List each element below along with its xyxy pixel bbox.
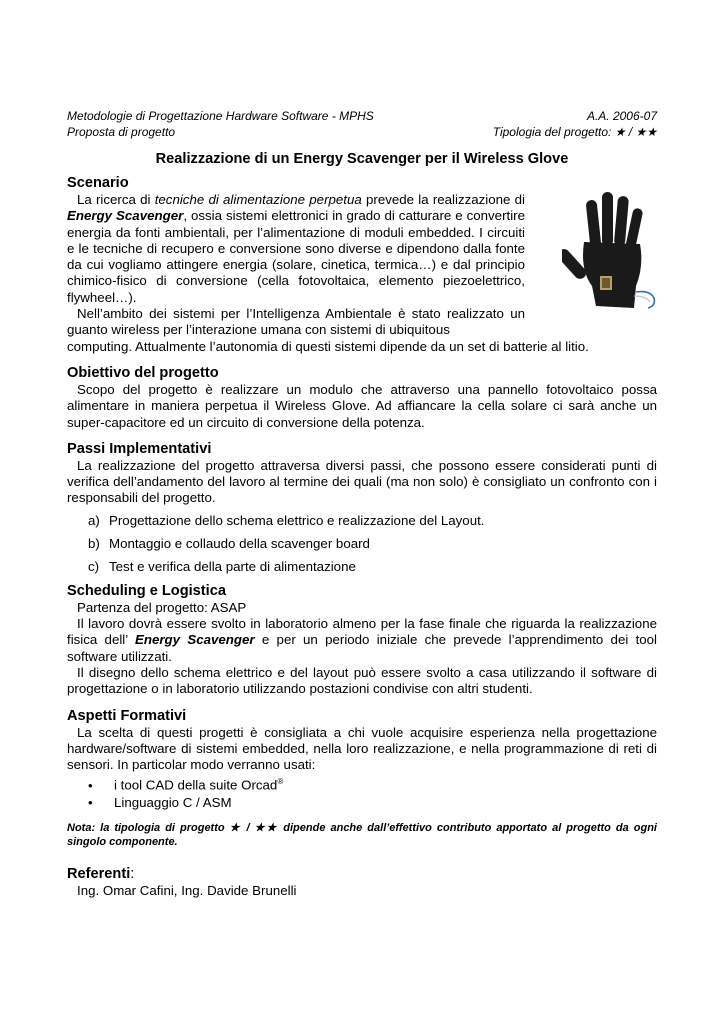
wireless-glove-image (562, 190, 662, 318)
scenario-paragraph-1 (67, 192, 525, 306)
scheduling-strong: Energy Scavenger (135, 632, 255, 648)
aspetti-heading: Aspetti Formativi (67, 707, 187, 724)
obiettivo-text: Scopo del progetto è realizzare un modulo che attraverso una pannello fotovoltaico possa alimentare in maniera perpetua il Wireless Glove. Ad affiancare la cella solare ci sarà anche un super-capacitore ed un circuito di conversione della potenza. (67, 381, 657, 430)
referenti-names: Ing. Omar Cafini, Ing. Davide Brunelli (77, 882, 297, 898)
list-item (67, 773, 657, 793)
obiettivo-heading: Obiettivo del progetto (67, 364, 219, 381)
document-title: Realizzazione di un Energy Scavenger per il Wireless Glove (155, 151, 569, 167)
list-item-text: Montaggio e collaudo della scavenger board (109, 535, 370, 551)
list-item (67, 559, 657, 575)
aspetti-text: La scelta di questi progetti è consigliata a chi vuole acquisire esperienza nella progettazione hardware/software di sistemi embedded, nella loro realizzazione, e nella programmazione di reti di sensori. In particolar modo verranno usati: (67, 724, 657, 773)
obiettivo-section (67, 364, 657, 431)
bullet-icon: • (88, 777, 93, 793)
scenario-heading: Scenario (67, 175, 129, 191)
referenti-heading: Referenti (67, 865, 131, 882)
scenario-paragraph-2-end: computing. Attualmente l’autonomia di questi sistemi dipende da un set di batterie al litio. (67, 338, 589, 354)
list-marker: a) (88, 512, 100, 528)
passi-section (67, 440, 657, 575)
aspetti-section (67, 707, 657, 811)
note: Nota: la tipologia di progetto ★ / ★★ dipende anche dall’effettivo contributo apportato al progetto da ogni singolo componente. (67, 821, 657, 848)
course-name: Metodologie di Progettazione Hardware Software - MPHS (67, 109, 374, 123)
project-type (493, 124, 657, 140)
list-marker: b) (88, 535, 100, 551)
scenario-emphasis: tecniche di alimentazione perpetua (154, 192, 362, 207)
passi-list (67, 513, 657, 575)
passi-heading: Passi Implementativi (67, 440, 212, 457)
scheduling-heading: Scheduling e Logistica (67, 582, 226, 599)
proposal-label: Proposta di progetto (67, 125, 176, 139)
header-row-1 (67, 108, 657, 124)
list-item-text: Test e verifica della parte di alimentazione (109, 558, 356, 574)
scenario-strong: Energy Scavenger (67, 208, 184, 224)
scenario-text-c: , ossia sistemi elettronici in grado di catturare e convertire energia da fonti ambientali, per l’alimentazione di moduli embedded. I circuiti e le tecniche di recupero e conversione sono diverse e dipendono dalla fonte da cui vogliamo attingere energia (solare, cinetica, termica…) e dal principio chimico-fisico di conversione (cella fotovoltaica, elemento piezoelettrico, flywheel…). (67, 208, 525, 305)
list-item (67, 794, 657, 811)
scheduling-paragraph-2 (67, 616, 657, 665)
type-value: ★ / ★★ (614, 125, 657, 139)
header-row-2 (67, 124, 657, 140)
list-marker: c) (88, 558, 100, 574)
scheduling-start: Partenza del progetto: ASAP (77, 599, 247, 615)
aspetti-list (67, 773, 657, 810)
scheduling-text-a: Il lavoro dovrà essere svolto in laboratorio almeno per la fase finale che riguarda la realizzazione fisica dell’ (67, 616, 657, 648)
referenti-colon: : (130, 865, 135, 882)
scenario-text-a: La ricerca di (77, 192, 155, 207)
registered-mark: ® (277, 777, 284, 787)
list-item-text: Linguaggio C / ASM (114, 794, 232, 810)
list-item (67, 513, 657, 529)
academic-year: A.A. 2006-07 (586, 109, 657, 123)
list-item-text: Progettazione dello schema elettrico e realizzazione del Layout. (109, 512, 485, 528)
scheduling-section (67, 582, 657, 698)
bullet-icon: • (88, 794, 93, 810)
list-item-text: i tool CAD della suite Orcad (114, 777, 278, 793)
scheduling-paragraph-3: Il disegno dello schema elettrico e del layout può essere svolto a casa utilizzando il software di progettazione o in laboratorio utilizzando postazioni condivise con altri studenti. (67, 664, 657, 697)
type-label: Tipologia del progetto: (492, 125, 612, 139)
scheduling-text-b: e per un periodo iniziale che prevede l’apprendimento dei tool software utilizzati. (67, 632, 658, 664)
list-item (67, 536, 657, 552)
scenario-paragraph-2: Nell’ambito dei sistemi per l’Intelligenza Ambientale è stato realizzato un guanto wireless per l’interazione umana con sistemi di ubiquitous (67, 306, 525, 338)
scenario-text-b: prevede la realizzazione di (361, 192, 526, 207)
document-page (67, 108, 657, 899)
referenti-section (67, 865, 657, 899)
passi-text: La realizzazione del progetto attraversa diversi passi, che possono essere considerati punti di verifica dell’andamento del lavoro al termine dei quali (ma non solo) è consigliato un confronto con i responsabili del progetto. (67, 457, 657, 506)
